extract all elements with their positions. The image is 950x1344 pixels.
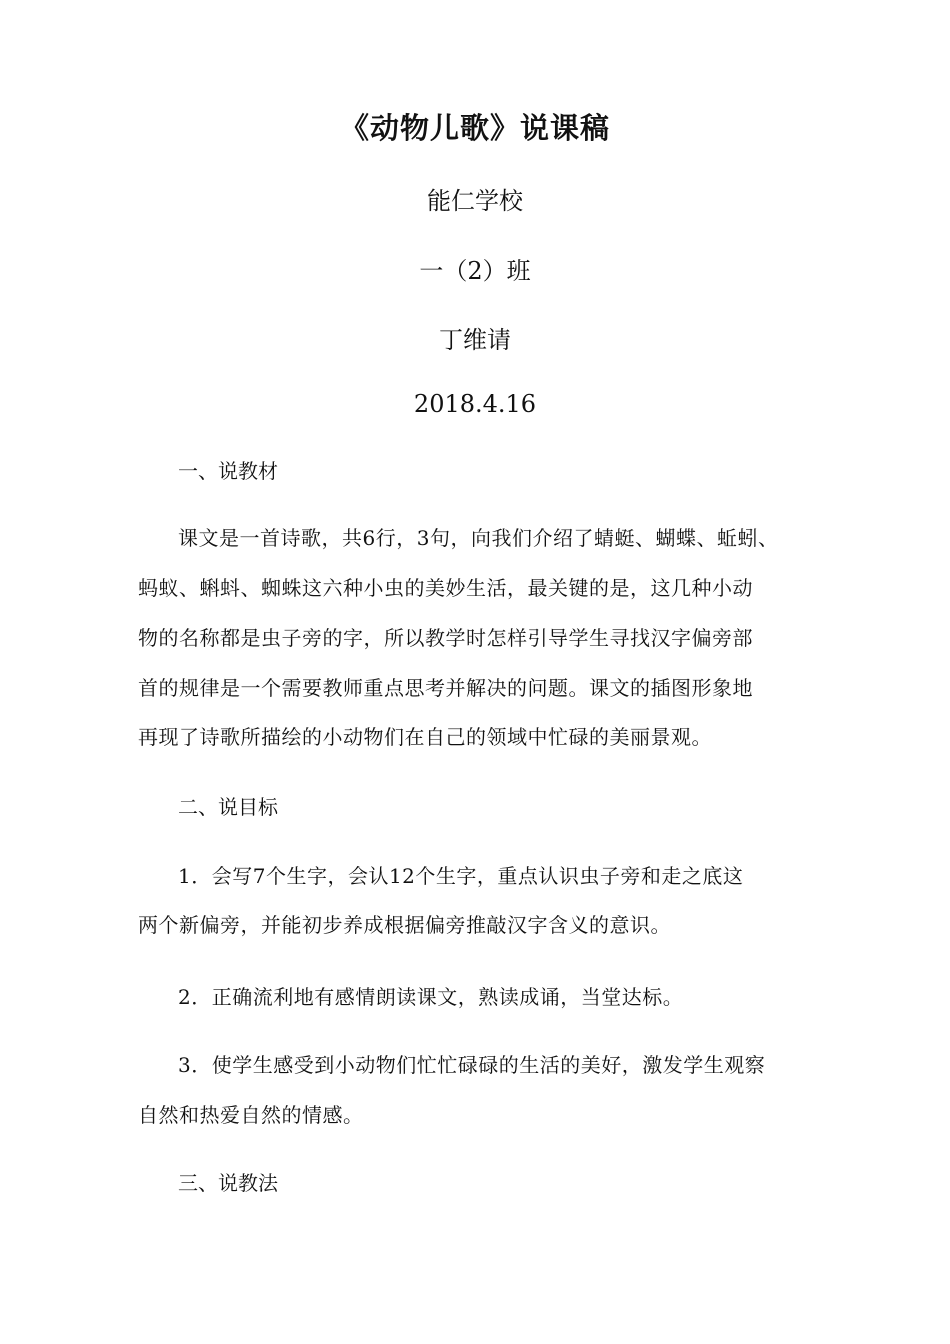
author-name: 丁维请	[439, 326, 511, 354]
school-name: 能仁学校	[427, 187, 523, 215]
section-heading-materials: 一、说教材	[178, 459, 278, 483]
paragraph-line: 物的名称都是虫子旁的字，所以教学时怎样引导学生寻找汉字偏旁部	[138, 626, 753, 650]
document-title: 《动物儿歌》说课稿	[339, 111, 610, 145]
document-date: 2018.4.16	[413, 390, 537, 418]
goal-1-line: 1．会写7个生字，会认12个生字，重点认识虫子旁和走之底这	[178, 864, 744, 888]
section-heading-goals: 二、说目标	[178, 795, 278, 819]
paragraph-line: 蚂蚁、蝌蚪、蜘蛛这六种小虫的美妙生活，最关键的是，这几种小动	[138, 576, 753, 600]
class-name: 一（2）班	[419, 257, 531, 285]
paragraph-line: 课文是一首诗歌，共6行，3句，向我们介绍了蜻蜓、蝴蝶、蚯蚓、	[178, 526, 779, 550]
goal-2-line: 2．正确流利地有感情朗读课文，熟读成诵，当堂达标。	[178, 985, 684, 1009]
goal-3-line: 3．使学生感受到小动物们忙忙碌碌的生活的美好，激发学生观察	[178, 1053, 766, 1077]
goal-1-line: 两个新偏旁，并能初步养成根据偏旁推敲汉字含义的意识。	[138, 913, 671, 937]
section-heading-methods: 三、说教法	[178, 1171, 278, 1195]
paragraph-line: 首的规律是一个需要教师重点思考并解决的问题。课文的插图形象地	[138, 676, 753, 700]
goal-3-line: 自然和热爱自然的情感。	[138, 1103, 364, 1127]
paragraph-line: 再现了诗歌所描绘的小动物们在自己的领域中忙碌的美丽景观。	[138, 725, 712, 749]
